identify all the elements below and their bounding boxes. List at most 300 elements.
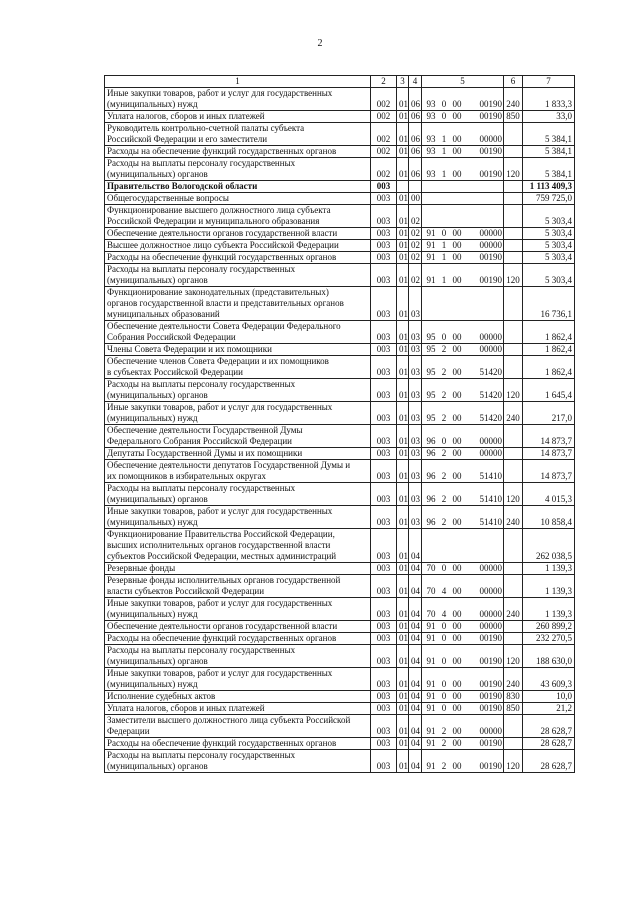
target-article-code-part: 00 (452, 169, 462, 179)
podrazdel-code-cell: 06 (409, 88, 422, 111)
target-article-code-cell (422, 633, 504, 645)
razdel-code-cell: 01 (397, 205, 409, 228)
target-article-code-cell (422, 750, 504, 773)
razdel-code-cell: 01 (397, 448, 409, 460)
expense-type-code-cell (504, 146, 523, 158)
target-article-code-cell (422, 425, 504, 448)
table-row (105, 356, 575, 379)
razdel-code-cell: 01 (397, 123, 409, 146)
amount-cell: 4 015,3 (523, 483, 575, 506)
razdel-code-cell: 01 (397, 321, 409, 344)
podrazdel-code-cell: 02 (409, 240, 422, 252)
glava-code-cell: 003 (371, 240, 397, 252)
target-article-code-cell (422, 240, 504, 252)
row-name-cell (105, 483, 371, 506)
razdel-code-cell: 01 (397, 460, 409, 483)
glava-code-cell: 003 (371, 691, 397, 703)
header-cell: 7 (523, 76, 575, 88)
expense-type-code-cell: 240 (504, 402, 523, 425)
row-name-line: органов государственной власти и представительных органов (107, 298, 344, 308)
target-article-code-part: 00 (452, 252, 462, 262)
table-row (105, 158, 575, 181)
glava-code-cell: 003 (371, 715, 397, 738)
table-row (105, 598, 575, 621)
target-article-code-part: 00 (452, 621, 462, 631)
podrazdel-code-cell: 04 (409, 691, 422, 703)
table-row (105, 181, 575, 193)
target-article-code-part: 0 (441, 621, 447, 631)
target-article-code-part: 00 (452, 726, 462, 736)
row-name-cell (105, 715, 371, 738)
row-name-line: Обеспечение деятельности органов государственной власти (107, 621, 338, 631)
amount-cell: 1 833,3 (523, 88, 575, 111)
podrazdel-code-cell: 02 (409, 264, 422, 287)
glava-code-cell: 003 (371, 563, 397, 575)
target-article-code-cell (422, 715, 504, 738)
row-name-line: (муниципальных) нужд (107, 679, 198, 689)
table-row (105, 668, 575, 691)
target-article-code-cell (422, 645, 504, 668)
target-article-code-part: 00 (452, 111, 462, 121)
target-article-code-part: 00000 (479, 436, 502, 446)
target-article-code-cell (422, 344, 504, 356)
target-article-code-part: 00 (452, 703, 462, 713)
razdel-code-cell: 01 (397, 228, 409, 240)
row-name-cell (105, 181, 371, 193)
row-name-line: (муниципальных) нужд (107, 517, 198, 527)
expense-type-code-cell (504, 228, 523, 240)
row-name-line: Собрания Российской Федерации (107, 332, 236, 342)
target-article-code-cell (422, 287, 504, 321)
podrazdel-code-cell: 03 (409, 287, 422, 321)
row-name-line: Расходы на обеспечение функций государственных органов (107, 146, 337, 156)
target-article-code-part: 00 (452, 691, 462, 701)
target-article-code-part: 2 (441, 390, 447, 400)
target-article-code-part: 0 (441, 436, 447, 446)
podrazdel-code-cell: 03 (409, 321, 422, 344)
row-name-line: Функционирование законодательных (представительных) (107, 287, 329, 297)
target-article-code-part: 00190 (479, 656, 502, 666)
row-name-line: Расходы на выплаты персоналу государственных (107, 645, 296, 655)
glava-code-cell: 003 (371, 344, 397, 356)
podrazdel-code-cell: 04 (409, 563, 422, 575)
podrazdel-code-cell: 04 (409, 633, 422, 645)
amount-cell: 262 038,5 (523, 529, 575, 563)
row-name-cell (105, 146, 371, 158)
target-article-code-part: 0 (441, 228, 447, 238)
table-row (105, 750, 575, 773)
expense-type-code-cell: 120 (504, 264, 523, 287)
row-name-line: Общегосударственные вопросы (107, 193, 229, 203)
target-article-code-part: 70 (426, 609, 436, 619)
target-article-code-part: 00000 (479, 344, 502, 354)
razdel-code-cell: 01 (397, 506, 409, 529)
target-article-code-part: 91 (426, 621, 436, 631)
podrazdel-code-cell: 03 (409, 356, 422, 379)
podrazdel-code-cell: 03 (409, 506, 422, 529)
row-name-line: власти субъектов Российской Федерации (107, 586, 265, 596)
target-article-code-part: 0 (441, 99, 447, 109)
expense-type-code-cell: 240 (504, 88, 523, 111)
podrazdel-code-cell: 04 (409, 668, 422, 691)
target-article-code-cell (422, 111, 504, 123)
target-article-code-part: 00 (452, 517, 462, 527)
table-row (105, 123, 575, 146)
row-name-cell (105, 750, 371, 773)
razdel-code-cell: 01 (397, 379, 409, 402)
target-article-code-part: 1 (441, 146, 447, 156)
amount-cell: 28 628,7 (523, 738, 575, 750)
razdel-code-cell: 01 (397, 563, 409, 575)
target-article-code-part: 0 (441, 703, 447, 713)
row-name-cell (105, 321, 371, 344)
target-article-code-cell (422, 252, 504, 264)
row-name-cell (105, 205, 371, 228)
glava-code-cell: 003 (371, 633, 397, 645)
target-article-code-cell (422, 506, 504, 529)
expense-type-code-cell (504, 193, 523, 205)
razdel-code-cell (397, 181, 409, 193)
glava-code-cell: 003 (371, 402, 397, 425)
target-article-code-cell (422, 703, 504, 715)
target-article-code-part: 93 (426, 169, 436, 179)
amount-cell: 16 736,1 (523, 287, 575, 321)
glava-code-cell: 002 (371, 123, 397, 146)
row-name-line: Резервные фонды исполнительных органов государственной (107, 575, 341, 585)
amount-cell: 5 303,4 (523, 240, 575, 252)
row-name-line: Обеспечение членов Совета Федерации и их помощников (107, 356, 329, 366)
target-article-code-part: 00 (452, 228, 462, 238)
razdel-code-cell: 01 (397, 750, 409, 773)
row-name-line: Расходы на выплаты персоналу государственных (107, 750, 296, 760)
amount-cell: 1 862,4 (523, 321, 575, 344)
razdel-code-cell: 01 (397, 402, 409, 425)
expense-type-code-cell: 120 (504, 158, 523, 181)
expense-type-code-cell (504, 123, 523, 146)
row-name-line: Российской Федерации и муниципального образования (107, 216, 320, 226)
razdel-code-cell: 01 (397, 715, 409, 738)
podrazdel-code-cell: 04 (409, 738, 422, 750)
expense-type-code-cell (504, 448, 523, 460)
target-article-code-part: 00190 (479, 275, 502, 285)
target-article-code-part: 96 (426, 436, 436, 446)
header-cell: 3 (397, 76, 409, 88)
razdel-code-cell: 01 (397, 529, 409, 563)
row-name-line: Российской Федерации и его заместители (107, 134, 268, 144)
row-name-line: муниципальных образований (107, 309, 220, 319)
target-article-code-part: 00000 (479, 621, 502, 631)
podrazdel-code-cell: 00 (409, 193, 422, 205)
row-name-line: Руководитель контрольно-счетной палаты субъекта (107, 123, 305, 133)
row-name-line: (муниципальных) нужд (107, 99, 198, 109)
row-name-cell (105, 228, 371, 240)
expense-type-code-cell (504, 356, 523, 379)
table-row (105, 506, 575, 529)
target-article-code-part: 4 (441, 586, 447, 596)
target-article-code-part: 1 (441, 134, 447, 144)
target-article-code-part: 00 (452, 761, 462, 771)
target-article-code-part: 0 (441, 332, 447, 342)
target-article-code-part: 91 (426, 761, 436, 771)
target-article-code-cell (422, 460, 504, 483)
podrazdel-code-cell: 04 (409, 621, 422, 633)
razdel-code-cell: 01 (397, 645, 409, 668)
row-name-line: (муниципальных) органов (107, 390, 208, 400)
row-name-cell (105, 240, 371, 252)
target-article-code-part: 00 (452, 436, 462, 446)
target-article-code-part: 00 (452, 563, 462, 573)
target-article-code-cell (422, 123, 504, 146)
glava-code-cell: 003 (371, 645, 397, 668)
amount-cell: 5 303,4 (523, 205, 575, 228)
target-article-code-part: 00190 (479, 703, 502, 713)
glava-code-cell: 003 (371, 460, 397, 483)
razdel-code-cell: 01 (397, 425, 409, 448)
table-row (105, 715, 575, 738)
podrazdel-code-cell: 04 (409, 575, 422, 598)
podrazdel-code-cell: 04 (409, 645, 422, 668)
row-name-line: Обеспечение деятельности органов государственной власти (107, 228, 338, 238)
row-name-line: Заместители высшего должностного лица субъекта Российской (107, 715, 351, 725)
row-name-line: Расходы на обеспечение функций государственных органов (107, 633, 337, 643)
target-article-code-part: 00000 (479, 563, 502, 573)
amount-cell: 28 628,7 (523, 750, 575, 773)
target-article-code-part: 00 (452, 586, 462, 596)
target-article-code-part: 00 (452, 609, 462, 619)
table-row (105, 460, 575, 483)
table-row (105, 344, 575, 356)
expense-type-code-cell: 240 (504, 598, 523, 621)
table-row (105, 483, 575, 506)
razdel-code-cell: 01 (397, 598, 409, 621)
row-name-cell (105, 88, 371, 111)
glava-code-cell: 003 (371, 228, 397, 240)
target-article-code-part: 51410 (479, 471, 502, 481)
glava-code-cell: 003 (371, 356, 397, 379)
razdel-code-cell: 01 (397, 703, 409, 715)
target-article-code-part: 95 (426, 413, 436, 423)
amount-cell: 21,2 (523, 703, 575, 715)
amount-cell: 1 862,4 (523, 344, 575, 356)
amount-cell: 1 139,3 (523, 598, 575, 621)
target-article-code-part: 70 (426, 586, 436, 596)
row-name-cell (105, 598, 371, 621)
row-name-line: Иные закупки товаров, работ и услуг для государственных (107, 598, 333, 608)
target-article-code-part: 91 (426, 240, 436, 250)
row-name-cell (105, 575, 371, 598)
target-article-code-part: 00190 (479, 169, 502, 179)
target-article-code-part: 93 (426, 99, 436, 109)
glava-code-cell: 003 (371, 703, 397, 715)
amount-cell: 1 645,4 (523, 379, 575, 402)
row-name-line: в субъектах Российской Федерации (107, 367, 243, 377)
razdel-code-cell: 01 (397, 240, 409, 252)
target-article-code-cell (422, 158, 504, 181)
target-article-code-part: 1 (441, 275, 447, 285)
row-name-line: (муниципальных) нужд (107, 609, 198, 619)
glava-code-cell: 003 (371, 621, 397, 633)
row-name-line: Высшее должностное лицо субъекта Российской Федерации (107, 240, 339, 250)
glava-code-cell: 003 (371, 598, 397, 621)
target-article-code-part: 95 (426, 367, 436, 377)
target-article-code-part: 2 (441, 494, 447, 504)
target-article-code-part: 2 (441, 367, 447, 377)
row-name-cell (105, 645, 371, 668)
row-name-line: Расходы на выплаты персоналу государственных (107, 158, 296, 168)
expense-type-code-cell (504, 252, 523, 264)
expense-type-code-cell (504, 621, 523, 633)
glava-code-cell: 003 (371, 483, 397, 506)
amount-cell: 1 139,3 (523, 575, 575, 598)
target-article-code-part: 0 (441, 656, 447, 666)
expense-type-code-cell (504, 287, 523, 321)
row-name-line: Расходы на выплаты персоналу государственных (107, 264, 296, 274)
target-article-code-part: 00190 (479, 738, 502, 748)
target-article-code-part: 93 (426, 146, 436, 156)
amount-cell: 759 725,0 (523, 193, 575, 205)
podrazdel-code-cell (409, 181, 422, 193)
table-row (105, 633, 575, 645)
table-header-row (105, 76, 575, 88)
podrazdel-code-cell: 03 (409, 425, 422, 448)
table-row (105, 88, 575, 111)
header-cell: 5 (422, 76, 504, 88)
podrazdel-code-cell: 03 (409, 344, 422, 356)
razdel-code-cell: 01 (397, 344, 409, 356)
target-article-code-part: 00190 (479, 761, 502, 771)
row-name-line: субъектов Российской Федерации, местных администраций (107, 551, 337, 561)
target-article-code-part: 93 (426, 111, 436, 121)
target-article-code-part: 00 (452, 738, 462, 748)
glava-code-cell: 003 (371, 181, 397, 193)
target-article-code-part: 00 (452, 99, 462, 109)
expense-type-code-cell: 120 (504, 645, 523, 668)
target-article-code-part: 00 (452, 275, 462, 285)
target-article-code-part: 0 (441, 679, 447, 689)
target-article-code-part: 2 (441, 761, 447, 771)
row-name-line: (муниципальных) органов (107, 169, 208, 179)
row-name-line: Обеспечение деятельности депутатов Государственной Думы и (107, 460, 351, 470)
row-name-line: Иные закупки товаров, работ и услуг для государственных (107, 88, 333, 98)
glava-code-cell: 003 (371, 668, 397, 691)
amount-cell: 33,0 (523, 111, 575, 123)
razdel-code-cell: 01 (397, 356, 409, 379)
target-article-code-part: 00 (452, 134, 462, 144)
row-name-cell (105, 668, 371, 691)
target-article-code-cell (422, 563, 504, 575)
target-article-code-part: 00 (452, 679, 462, 689)
row-name-cell (105, 344, 371, 356)
table-row (105, 575, 575, 598)
razdel-code-cell: 01 (397, 575, 409, 598)
row-name-line: их помощников в избирательных округах (107, 471, 266, 481)
table-row (105, 287, 575, 321)
razdel-code-cell: 01 (397, 111, 409, 123)
expense-type-code-cell: 830 (504, 691, 523, 703)
row-name-line: (муниципальных) органов (107, 761, 208, 771)
row-name-cell (105, 506, 371, 529)
table-row (105, 240, 575, 252)
row-name-cell (105, 621, 371, 633)
expense-type-code-cell (504, 205, 523, 228)
target-article-code-cell (422, 146, 504, 158)
expense-type-code-cell (504, 321, 523, 344)
razdel-code-cell: 01 (397, 264, 409, 287)
podrazdel-code-cell: 04 (409, 529, 422, 563)
target-article-code-part: 00 (452, 344, 462, 354)
row-name-cell (105, 123, 371, 146)
expense-type-code-cell (504, 529, 523, 563)
target-article-code-cell (422, 402, 504, 425)
glava-code-cell: 003 (371, 287, 397, 321)
table-row (105, 228, 575, 240)
target-article-code-part: 00 (452, 448, 462, 458)
target-article-code-cell (422, 738, 504, 750)
target-article-code-part: 00000 (479, 240, 502, 250)
target-article-code-part: 96 (426, 448, 436, 458)
table-row (105, 425, 575, 448)
target-article-code-part: 51420 (479, 390, 502, 400)
target-article-code-part: 1 (441, 240, 447, 250)
amount-cell: 1 862,4 (523, 356, 575, 379)
expense-type-code-cell (504, 240, 523, 252)
target-article-code-part: 00 (452, 367, 462, 377)
target-article-code-part: 95 (426, 344, 436, 354)
glava-code-cell: 003 (371, 264, 397, 287)
row-name-line: Правительство Вологодской области (107, 181, 258, 191)
row-name-cell (105, 448, 371, 460)
podrazdel-code-cell: 06 (409, 111, 422, 123)
target-article-code-part: 00 (452, 332, 462, 342)
target-article-code-part: 00190 (479, 633, 502, 643)
target-article-code-part: 00000 (479, 448, 502, 458)
row-name-line: (муниципальных) нужд (107, 413, 198, 423)
target-article-code-cell (422, 356, 504, 379)
target-article-code-part: 0 (441, 111, 447, 121)
target-article-code-cell (422, 598, 504, 621)
row-name-cell (105, 529, 371, 563)
table-row (105, 379, 575, 402)
row-name-cell (105, 563, 371, 575)
table-row (105, 252, 575, 264)
podrazdel-code-cell: 03 (409, 483, 422, 506)
glava-code-cell: 003 (371, 252, 397, 264)
target-article-code-cell (422, 575, 504, 598)
target-article-code-cell (422, 691, 504, 703)
table-row (105, 645, 575, 668)
target-article-code-part: 2 (441, 738, 447, 748)
expense-type-code-cell (504, 425, 523, 448)
row-name-line: Депутаты Государственной Думы и их помощники (107, 448, 303, 458)
glava-code-cell: 003 (371, 425, 397, 448)
row-name-cell (105, 460, 371, 483)
row-name-cell (105, 111, 371, 123)
expense-type-code-cell: 240 (504, 506, 523, 529)
amount-cell: 10,0 (523, 691, 575, 703)
row-name-cell (105, 158, 371, 181)
row-name-line: Резервные фонды (107, 563, 176, 573)
glava-code-cell: 003 (371, 738, 397, 750)
row-name-line: Иные закупки товаров, работ и услуг для государственных (107, 402, 333, 412)
expense-type-code-cell (504, 633, 523, 645)
target-article-code-part: 00000 (479, 332, 502, 342)
row-name-line: Расходы на выплаты персоналу государственных (107, 379, 296, 389)
target-article-code-part: 91 (426, 252, 436, 262)
glava-code-cell: 003 (371, 205, 397, 228)
razdel-code-cell: 01 (397, 633, 409, 645)
row-name-line: Федерации (107, 726, 150, 736)
target-article-code-part: 00190 (479, 111, 502, 121)
